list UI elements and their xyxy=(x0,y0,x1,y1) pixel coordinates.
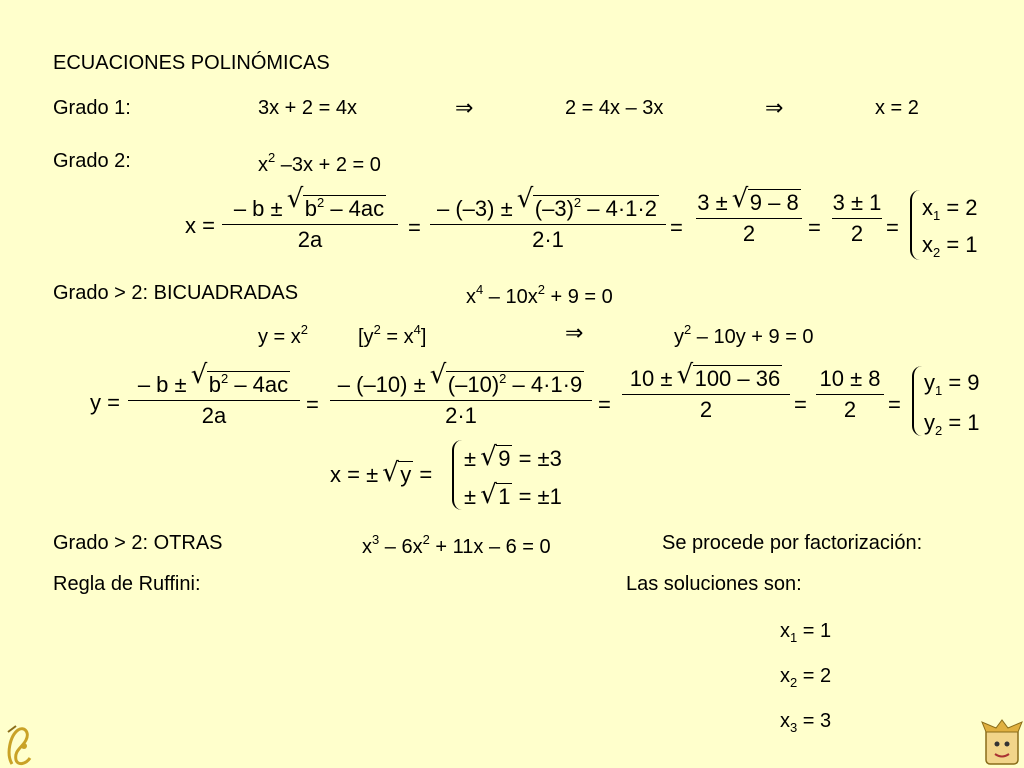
x2-cubic-solution: $x_2 = 2$ xyxy=(780,665,832,690)
substituted-formula: – (–3) ± √ $(-3)^2 - 4\cdot 1\cdot 2$ 2·1 xyxy=(430,190,666,253)
solution-brace xyxy=(910,190,920,260)
grado2-equation: $x^2$ –3x + 2 = 0 xyxy=(258,150,381,176)
final-fraction: 3 ± 1 2 xyxy=(832,190,882,246)
page-title: ECUACIONES POLINÓMICAS xyxy=(53,52,330,74)
solution-brace xyxy=(912,366,922,436)
solutions-label: Las soluciones son: xyxy=(626,573,802,595)
implies-icon: ⇒ xyxy=(765,95,784,120)
grado1-eq3: x = 2 xyxy=(875,97,919,119)
substitution-bracket: $[y^2 = x^4]$ xyxy=(358,322,427,348)
substitution: $y = x^2$ xyxy=(258,322,309,348)
x-from-y: x = ± √ y = xyxy=(330,462,432,488)
equals-sign: = xyxy=(886,215,899,240)
equals-sign: = xyxy=(598,392,611,417)
grado1-label: Grado 1: xyxy=(53,97,131,119)
y-equals: y = xyxy=(90,390,120,415)
equals-sign: = xyxy=(808,215,821,240)
quadratic-formula-y: – b ± √ $b^2 - 4ac$ 2a xyxy=(128,366,300,429)
substituted-formula-y: – (–10) ± √ $(-10)^2 - 4\cdot 1\cdot 9$ 2·1 xyxy=(330,366,592,429)
y1-solution: $y_1 = 9$ xyxy=(924,370,980,398)
mascot-icon xyxy=(980,718,1024,768)
x1-solution: $x_1 = 2$ xyxy=(922,195,978,223)
equals-sign: = xyxy=(794,392,807,417)
implies-icon: ⇒ xyxy=(565,320,584,345)
grado1-eq1: 3x + 2 = 4x xyxy=(258,97,357,119)
x1-cubic-solution: $x_1 = 1$ xyxy=(780,620,832,645)
equals-sign: = xyxy=(408,215,421,240)
simplified-formula: 3 ± √ 9 – 8 2 xyxy=(696,190,802,247)
x-equals: x = xyxy=(185,213,215,238)
x3-cubic-solution: $x_3 = 3$ xyxy=(780,710,832,735)
bicuadradas-label: Grado > 2: BICUADRADAS xyxy=(53,282,299,304)
root-1: ± √ 1 = ±1 xyxy=(464,484,562,510)
final-fraction-y: 10 ± 8 2 xyxy=(816,366,884,423)
equals-sign: = xyxy=(670,215,683,240)
logo-icon xyxy=(2,724,38,768)
root-9: ± √ 9 = ±3 xyxy=(464,446,562,472)
root-brace xyxy=(452,440,462,510)
x2-solution: $x_2 = 1$ xyxy=(922,232,978,260)
implies-icon: ⇒ xyxy=(455,95,474,120)
grado1-eq2: 2 = 4x – 3x xyxy=(565,97,664,119)
quadratic-formula: – b ± √ $b^2 - 4ac$ 2a xyxy=(222,190,398,253)
y-equation: $y^2 - 10y + 9 = 0$ xyxy=(674,322,814,348)
cubic-equation: $x^3 - 6x^2 + 11x - 6 = 0$ xyxy=(362,532,551,558)
y2-solution: $y_2 = 1$ xyxy=(924,410,980,438)
bicuadrada-equation: $x^4 - 10x^2 + 9 = 0$ xyxy=(466,282,613,308)
equals-sign: = xyxy=(888,392,901,417)
factorization-note: Se procede por factorización: xyxy=(662,532,923,554)
simplified-formula-y: 10 ± √ 100 – 36 2 xyxy=(622,366,790,423)
grado2-label: Grado 2: xyxy=(53,150,131,172)
ruffini-label: Regla de Ruffini: xyxy=(53,573,201,595)
equals-sign: = xyxy=(306,392,319,417)
otras-label: Grado > 2: OTRAS xyxy=(53,532,223,554)
